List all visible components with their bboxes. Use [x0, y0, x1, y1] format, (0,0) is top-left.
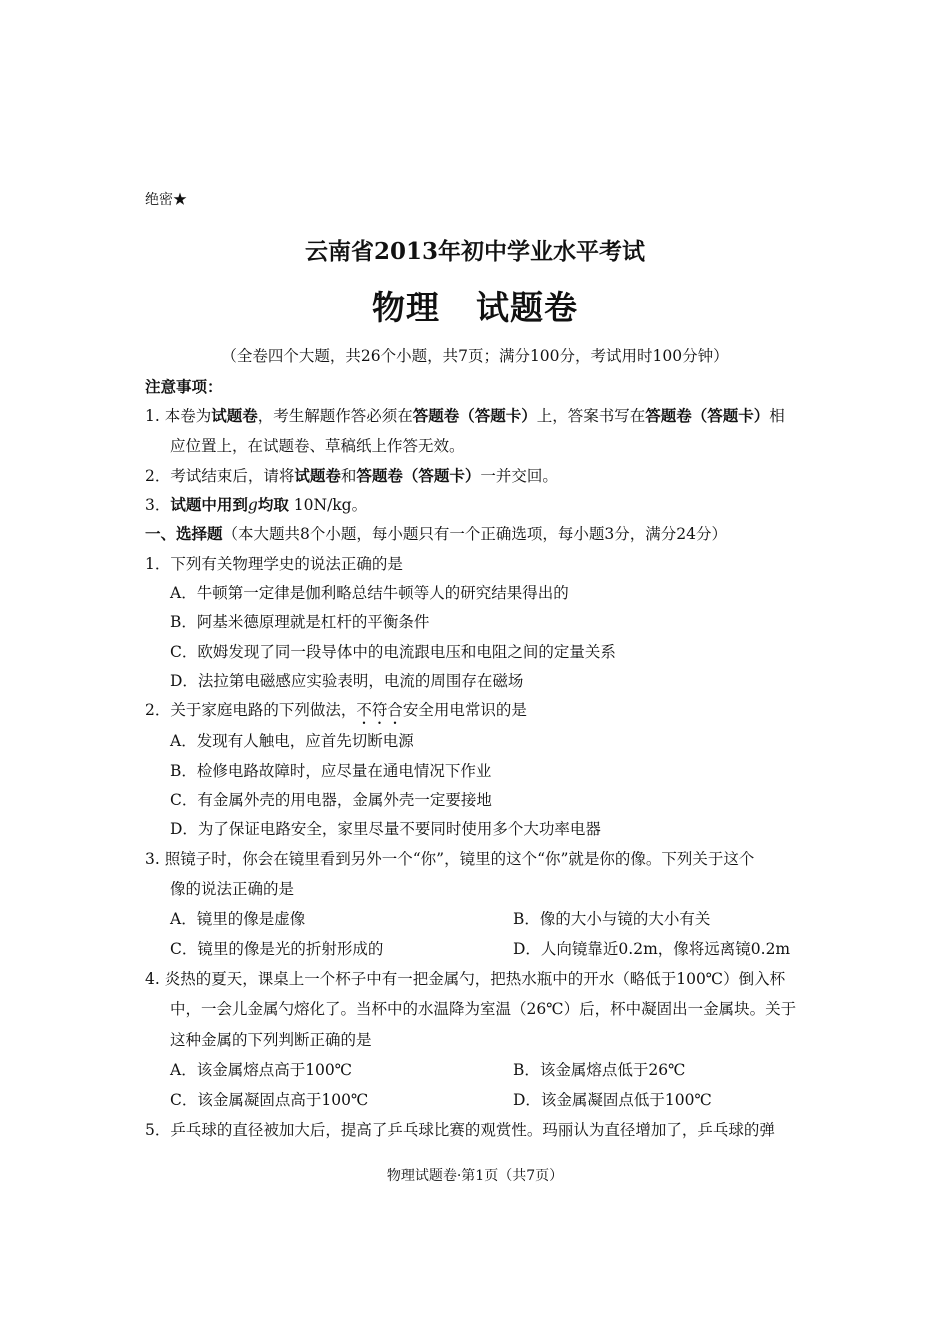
- q4-stem-continued: 这种金属的下列判断正确的是: [170, 1031, 372, 1049]
- q2-stem-text: 安全用电常识的是: [402, 701, 527, 719]
- note-1-text: 1. 本卷为: [145, 407, 212, 425]
- q2-stem: [145, 700, 527, 728]
- note-1-text: ，考生解题作答必须在: [257, 407, 413, 425]
- exam-info: （全卷四个大题，共26个小题，共7页；满分100分，考试用时100分钟）: [221, 347, 729, 365]
- q3-options-row-1: [170, 909, 711, 929]
- paper-title-subject: 物理: [372, 288, 440, 327]
- q2-option-b: B．检修电路故障时，应尽量在通电情况下作业: [170, 762, 492, 780]
- q3-stem: 3. 照镜子时，你会在镜里看到另外一个“你”，镜里的这个“你”就是你的像。下列关于这个: [145, 850, 755, 868]
- note-3-text: 3．: [145, 496, 171, 514]
- q4-option-b: B．该金属熔点低于26℃: [513, 1061, 686, 1079]
- section-1-label: 一、选择题: [145, 524, 223, 543]
- note-1-continued: 应位置上，在试题卷、草稿纸上作答无效。: [170, 437, 465, 455]
- q4-stem-continued: 中，一会儿金属勺熔化了。当杯中的水温降为室温（26℃）后，杯中凝固出一金属块。关于: [170, 1000, 797, 1018]
- note-1-text: 上，答案书写在: [536, 407, 646, 425]
- q4-options-row-2: [170, 1090, 712, 1110]
- q4-option-d: D．该金属凝固点低于100℃: [513, 1091, 712, 1109]
- section-1-desc: （本大题共8个小题，每小题只有一个正确选项，每小题3分，满分24分）: [222, 525, 727, 543]
- notes-heading: 注意事项：: [145, 377, 223, 396]
- q1-option-c: C．欧姆发现了同一段导体中的电流跟电压和电阻之间的定量关系: [170, 643, 616, 661]
- q2-option-a: A．发现有人触电，应首先切断电源: [170, 732, 414, 750]
- q2-option-d: D．为了保证电路安全，家里尽量不要同时使用多个大功率电器: [170, 820, 601, 838]
- q2-stem-text: 2．关于家庭电路的下列做法，: [145, 701, 357, 719]
- note-2-bold: 答题卷（答题卡）: [356, 466, 481, 485]
- note-1-bold: 试题卷: [211, 406, 258, 425]
- q1-option-a: A．牛顿第一定律是伽利略总结牛顿等人的研究结果得出的: [170, 584, 569, 602]
- paper-title: [0, 288, 950, 328]
- note-3-text: 10N/kg。: [293, 496, 368, 514]
- page-footer: 物理试题卷·第1页（共7页）: [386, 1168, 564, 1184]
- note-3-symbol: g: [247, 496, 258, 514]
- section-1-heading: [145, 524, 727, 544]
- note-1-bold: 答题卷（答题卡）: [412, 406, 537, 425]
- q4-option-c: C．该金属凝固点高于100℃: [170, 1091, 369, 1109]
- q4-options-row-1: [170, 1060, 686, 1080]
- q1-stem: 1．下列有关物理学史的说法正确的是: [145, 555, 403, 573]
- note-2: [145, 466, 558, 486]
- q1-option-b: B．阿基米德原理就是杠杆的平衡条件: [170, 613, 430, 631]
- paper-title-kind: 试题卷: [476, 288, 578, 327]
- q3-stem-continued: 像的说法正确的是: [170, 880, 295, 898]
- note-3-bold: 试题中用到: [170, 495, 248, 514]
- q2-stem-emphasis: 不符合: [356, 701, 403, 719]
- secret-mark: 绝密★: [145, 192, 187, 208]
- q2-option-c: C．有金属外壳的用电器，金属外壳一定要接地: [170, 791, 492, 809]
- q1-option-d: D．法拉第电磁感应实验表明，电流的周围存在磁场: [170, 672, 524, 690]
- q3-option-b: B．像的大小与镜的大小有关: [513, 910, 711, 928]
- note-1: [145, 406, 785, 426]
- note-1-bold: 答题卷（答题卡）: [645, 406, 770, 425]
- note-2-bold: 试题卷: [294, 466, 341, 485]
- note-3-bold: 均取: [257, 495, 289, 514]
- note-2-text: 一并交回。: [480, 467, 558, 485]
- q4-stem: 4. 炎热的夏天，课桌上一个杯子中有一把金属勺，把热水瓶中的开水（略低于100℃）倒入杯: [145, 970, 786, 988]
- note-1-text: 相: [769, 407, 785, 425]
- q3-option-d: D．人向镜靠近0.2m，像将远离镜0.2m: [513, 940, 791, 958]
- note-2-text: 和: [340, 467, 357, 485]
- q3-option-c: C．镜里的像是光的折射形成的: [170, 940, 384, 958]
- note-3: [145, 495, 367, 515]
- note-2-text: 2．考试结束后，请将: [145, 467, 295, 485]
- exam-title: 云南省2013年初中学业水平考试: [304, 238, 645, 265]
- q5-stem: 5．乒乓球的直径被加大后，提高了乒乓球比赛的观赏性。玛丽认为直径增加了，乒乓球的弹: [145, 1121, 775, 1139]
- q3-option-a: A．镜里的像是虚像: [170, 910, 306, 928]
- q3-options-row-2: [170, 939, 791, 959]
- q4-option-a: A．该金属熔点高于100℃: [170, 1061, 353, 1079]
